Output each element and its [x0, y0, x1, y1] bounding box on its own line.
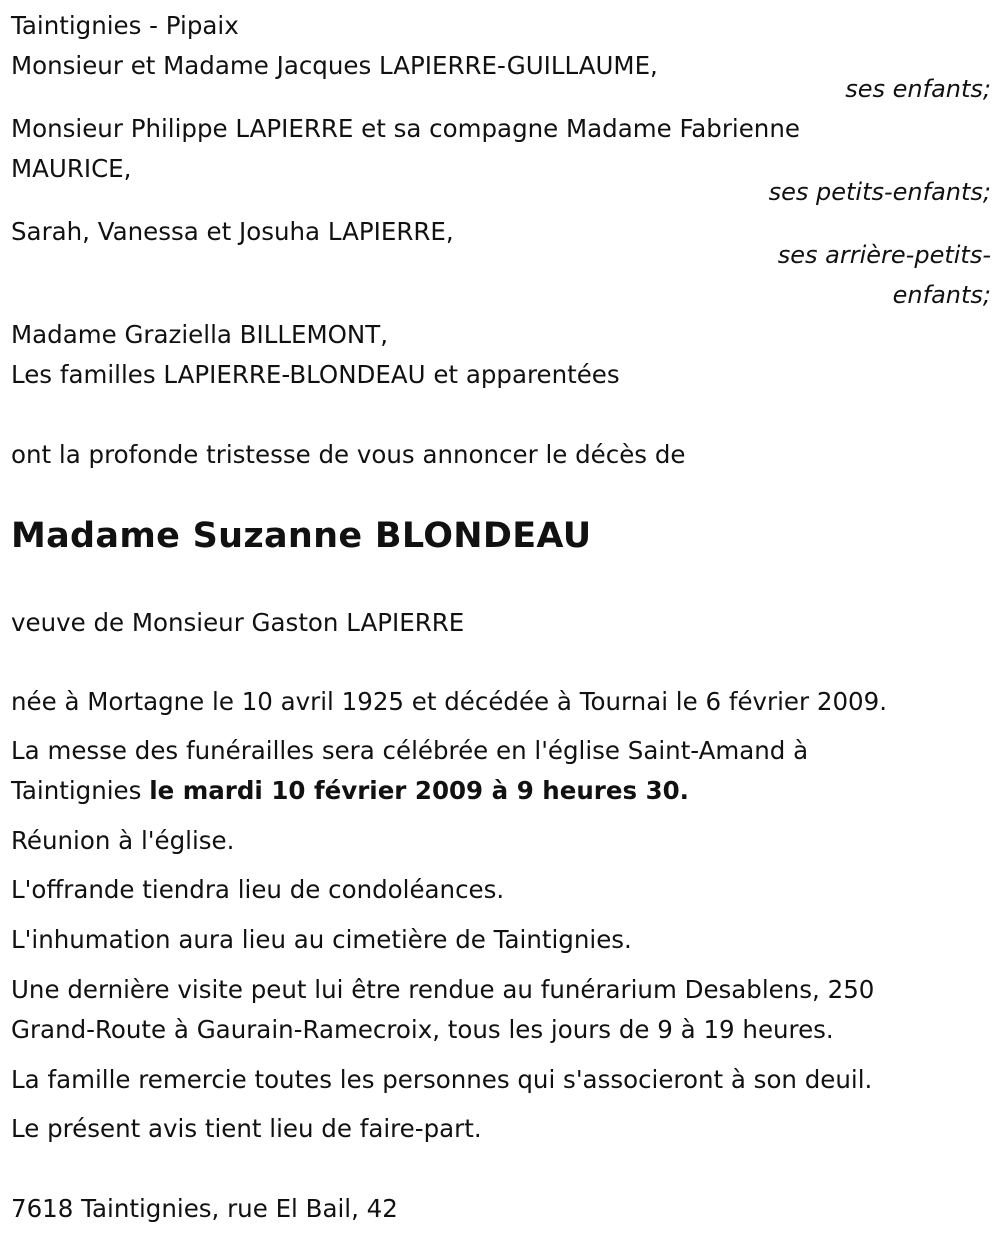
- place-line: Taintignies - Pipaix: [11, 11, 239, 40]
- family-line-parents: Monsieur et Madame Jacques LAPIERRE-GUILLAUME,: [11, 51, 658, 80]
- meeting-line: Réunion à l'église.: [11, 826, 235, 855]
- role-children: ses enfants;: [845, 75, 991, 103]
- widow-of-line: veuve de Monsieur Gaston LAPIERRE: [11, 608, 465, 637]
- deceased-name: Madame Suzanne BLONDEAU: [11, 516, 592, 556]
- role-grandchildren: ses petits-enfants;: [768, 178, 991, 206]
- announcement: ont la profonde tristesse de vous annoncer le décès de: [11, 440, 686, 469]
- others-line-2: Les familles LAPIERRE-BLONDEAU et apparentées: [11, 360, 620, 389]
- great-grandchildren-line: Sarah, Vanessa et Josuha LAPIERRE,: [11, 217, 454, 246]
- notice-line: Le présent avis tient lieu de faire-part.: [11, 1114, 482, 1143]
- others-line-1: Madame Graziella BILLEMONT,: [11, 320, 388, 349]
- role-great-grandchildren-1: ses arrière-petits-: [777, 241, 991, 269]
- role-great-grandchildren-2: enfants;: [892, 281, 991, 309]
- visit-line-2: Grand-Route à Gaurain-Ramecroix, tous les jours de 9 à 19 heures.: [11, 1015, 834, 1044]
- grandchildren-line-2: MAURICE,: [11, 154, 132, 183]
- mass-datetime: le mardi 10 février 2009 à 9 heures 30.: [149, 776, 689, 805]
- address-line: 7618 Taintignies, rue El Bail, 42: [11, 1194, 398, 1223]
- burial-line: L'inhumation aura lieu au cimetière de Taintignies.: [11, 925, 632, 954]
- mass-line-2: [11, 771, 689, 811]
- visit-line-1: Une dernière visite peut lui être rendue au funérarium Desablens, 250: [11, 975, 875, 1004]
- thanks-line: La famille remercie toutes les personnes qui s'associeront à son deuil.: [11, 1065, 873, 1094]
- mass-location: Taintignies: [11, 776, 150, 805]
- grandchildren-line-1: Monsieur Philippe LAPIERRE et sa compagne Madame Fabrienne: [11, 114, 800, 143]
- mass-line-1: La messe des funérailles sera célébrée en l'église Saint-Amand à: [11, 736, 809, 765]
- born-died-line: née à Mortagne le 10 avril 1925 et décédée à Tournai le 6 février 2009.: [11, 687, 887, 716]
- offering-line: L'offrande tiendra lieu de condoléances.: [11, 875, 505, 904]
